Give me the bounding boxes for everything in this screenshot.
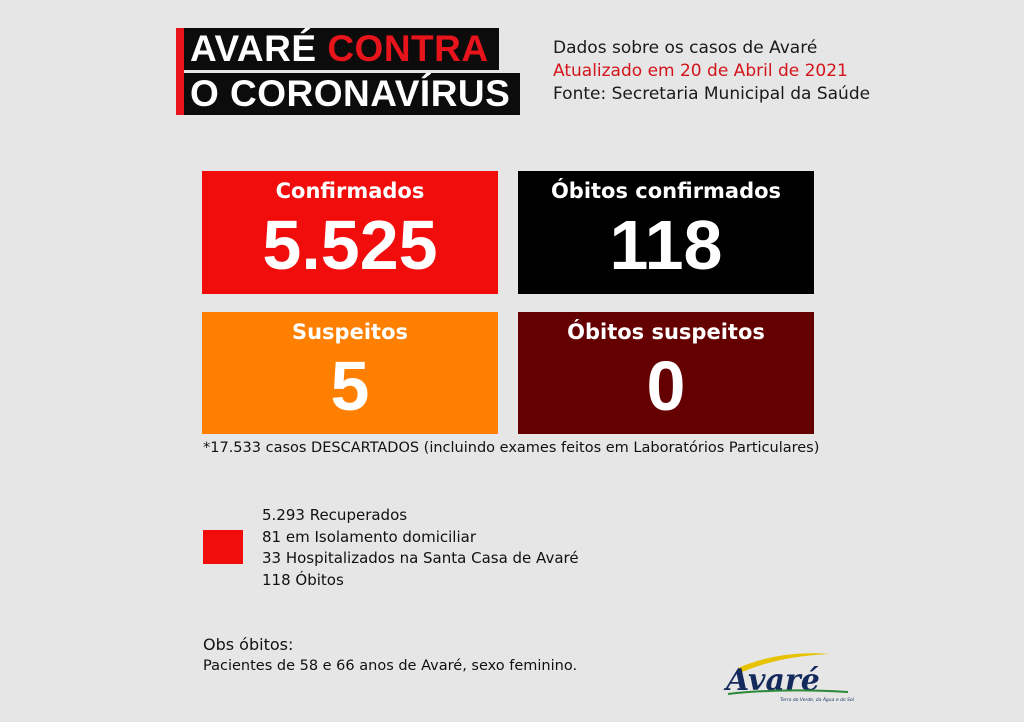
card-suspeitos-label: Suspeitos bbox=[291, 320, 408, 344]
title-avare: AVARÉ bbox=[190, 28, 317, 69]
card-obitos-suspeitos bbox=[518, 312, 814, 434]
card-suspeitos bbox=[202, 312, 498, 434]
legend-swatch bbox=[203, 530, 243, 564]
logo-wordmark: Avaré bbox=[726, 663, 820, 698]
card-confirmados bbox=[202, 171, 498, 294]
card-obitos-confirmados-value: 118 bbox=[609, 206, 723, 284]
breakdown-item-recuperados: 5.293 Recuperados bbox=[262, 506, 408, 524]
info-source: Fonte: Secretaria Municipal da Saúde bbox=[553, 84, 871, 104]
breakdown-item-isolamento: 81 em Isolamento domiciliar bbox=[262, 527, 476, 546]
logo-tagline: Terra do Verde, da Água e do Sol bbox=[780, 698, 854, 703]
obs-title: Obs óbitos: bbox=[203, 635, 294, 654]
discarded-cases-note: *17.533 casos DESCARTADOS (incluindo exames feitos em Laboratórios Particulares) bbox=[203, 440, 820, 456]
card-confirmados-label: Confirmados bbox=[275, 179, 425, 203]
breakdown-item-hospitalizados: 33 Hospitalizados na Santa Casa de Avaré bbox=[262, 549, 579, 567]
card-confirmados-value: 5.525 bbox=[262, 206, 438, 284]
info-updated-date: Atualizado em 20 de Abril de 2021 bbox=[553, 61, 848, 81]
breakdown-list bbox=[262, 505, 579, 591]
obs-text: Pacientes de 58 e 66 anos de Avaré, sexo feminino. bbox=[203, 658, 578, 674]
breakdown-item-obitos: 118 Óbitos bbox=[262, 570, 344, 589]
title-line-2: O CORONAVÍRUS bbox=[176, 73, 520, 115]
avare-logo bbox=[720, 648, 855, 704]
title-accent-bar bbox=[176, 28, 184, 115]
info-block bbox=[553, 37, 870, 106]
card-obitos-confirmados bbox=[518, 171, 814, 294]
card-obitos-suspeitos-label: Óbitos suspeitos bbox=[567, 320, 765, 344]
obs-block bbox=[203, 634, 577, 676]
title-contra: CONTRA bbox=[327, 28, 489, 69]
card-suspeitos-value: 5 bbox=[330, 347, 370, 425]
card-obitos-confirmados-label: Óbitos confirmados bbox=[550, 179, 782, 203]
card-obitos-suspeitos-value: 0 bbox=[646, 347, 686, 425]
title-line-1 bbox=[176, 28, 499, 70]
info-heading: Dados sobre os casos de Avaré bbox=[553, 38, 818, 58]
